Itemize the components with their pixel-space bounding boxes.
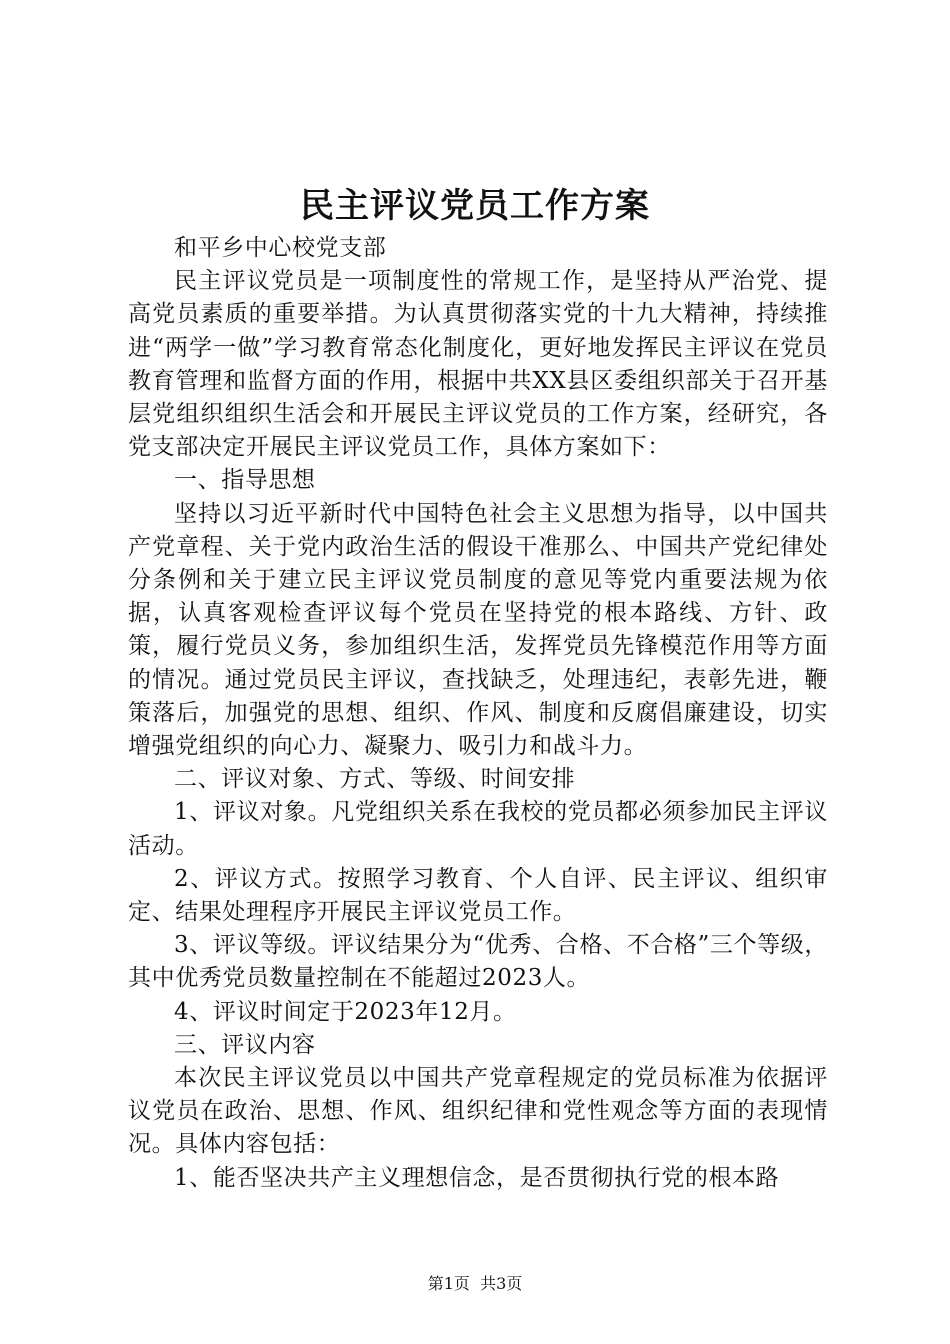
page-footer [0, 1272, 950, 1296]
section-heading-1: 一、指导思想 [174, 467, 316, 494]
page-total: 共3页 [480, 1274, 523, 1293]
document-body [128, 232, 828, 1195]
list-item: 2、评议方式。按照学习教育、个人自评、民主评议、组织审定、结果处理程序开展民主评议党员工作。 [128, 865, 828, 926]
intro-paragraph: 民主评议党员是一项制度性的常规工作，是坚持从严治党、提高党员素质的重要举措。为认真贯彻落实党的十九大精神，持续推进“两学一做”学习教育常态化制度化，更好地发挥民主评议在党员教育管理和监督方面的作用，根据中共XX县区委组织部关于召开基层党组织组织生活会和开展民主评议党员的工作方案，经研究，各党支部决定开展民主评议党员工作，具体方案如下： [128, 268, 828, 461]
organization-line: 和平乡中心校党支部 [174, 235, 387, 261]
list-item: 1、能否坚决共产主义理想信念，是否贯彻执行党的根本路 [174, 1164, 780, 1191]
list-item: 1、评议对象。凡党组织关系在我校的党员都必须参加民主评议活动。 [128, 799, 828, 859]
list-item: 3、评议等级。评议结果分为“优秀、合格、不合格”三个等级，其中优秀党员数量控制在不能超过2023人。 [128, 932, 828, 992]
section-heading-2: 二、评议对象、方式、等级、时间安排 [174, 766, 576, 793]
document-title: 民主评议党员工作方案 [300, 186, 650, 226]
guiding-ideology-paragraph: 坚持以习近平新时代中国特色社会主义思想为指导，以中国共产党章程、关于党内政治生活的假设干准那么、中国共产党纪律处分条例和关于建立民主评议党员制度的意见等党内重要法规为依据，认真客观检查评议每个党员在坚持党的根本路线、方针、政策，履行党员义务，参加组织生活，发挥党员先锋模范作用等方面的情况。通过党员民主评议，查找缺乏，处理违纪，表彰先进，鞭策落后，加强党的思想、组织、作风、制度和反腐倡廉建设，切实增强党组织的向心力、凝聚力、吸引力和战斗力。 [128, 500, 828, 760]
section-heading-3: 三、评议内容 [174, 1031, 316, 1058]
list-item: 4、评议时间定于2023年12月。 [174, 998, 517, 1025]
evaluation-content-paragraph: 本次民主评议党员以中国共产党章程规定的党员标准为依据评议党员在政治、思想、作风、组织纪律和党性观念等方面的表现情况。具体内容包括： [128, 1065, 828, 1158]
page-number: 第1页 [427, 1274, 470, 1293]
